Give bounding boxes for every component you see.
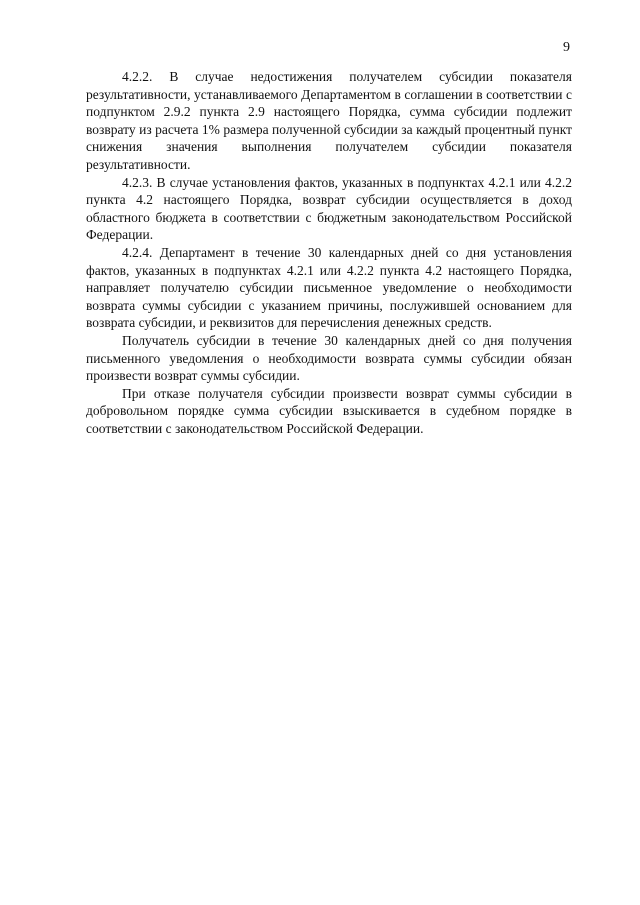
document-body: [86, 68, 572, 437]
paragraph-4-2-2: 4.2.2. В случае недостижения получателем субсидии показателя результативности, устанавливаемого Департаментом в соглашении в соответствии с подпунктом 2.9.2 пункта 2.9 настоящего Порядка, сумма субсидии подлежит возврату из расчета 1% размера полученной субсидии за каждый процентный пункт снижения значения выполнения получателем субсидии показателя результативности.: [86, 69, 572, 172]
paragraph-4-2-3: 4.2.3. В случае установления фактов, указанных в подпунктах 4.2.1 или 4.2.2 пункта 4.2 настоящего Порядка, возврат субсидии осуществляется в доход областного бюджета в соответствии с бюджетным законодательством Российской Федерации.: [86, 174, 572, 243]
page-number: 9: [563, 40, 570, 55]
paragraph-4-2-4: 4.2.4. Департамент в течение 30 календарных дней со дня установления фактов, указанных в подпунктах 4.2.1 или 4.2.2 пункта 4.2 настоящего Порядка, направляет получателю субсидии письменное уведомление о необходимости возврата суммы субсидии с указанием причины, послужившей основанием для возврата субсидии, и реквизитов для перечисления денежных средств.: [86, 244, 572, 331]
paragraph-refusal: При отказе получателя субсидии произвести возврат суммы субсидии в добровольном порядке сумма субсидии взыскивается в судебном порядке в соответствии с законодательством Российской Федерации.: [86, 385, 572, 436]
paragraph-recipient-obligation: Получатель субсидии в течение 30 календарных дней со дня получения письменного уведомления о необходимости возврата суммы субсидии обязан произвести возврат суммы субсидии.: [86, 332, 572, 384]
